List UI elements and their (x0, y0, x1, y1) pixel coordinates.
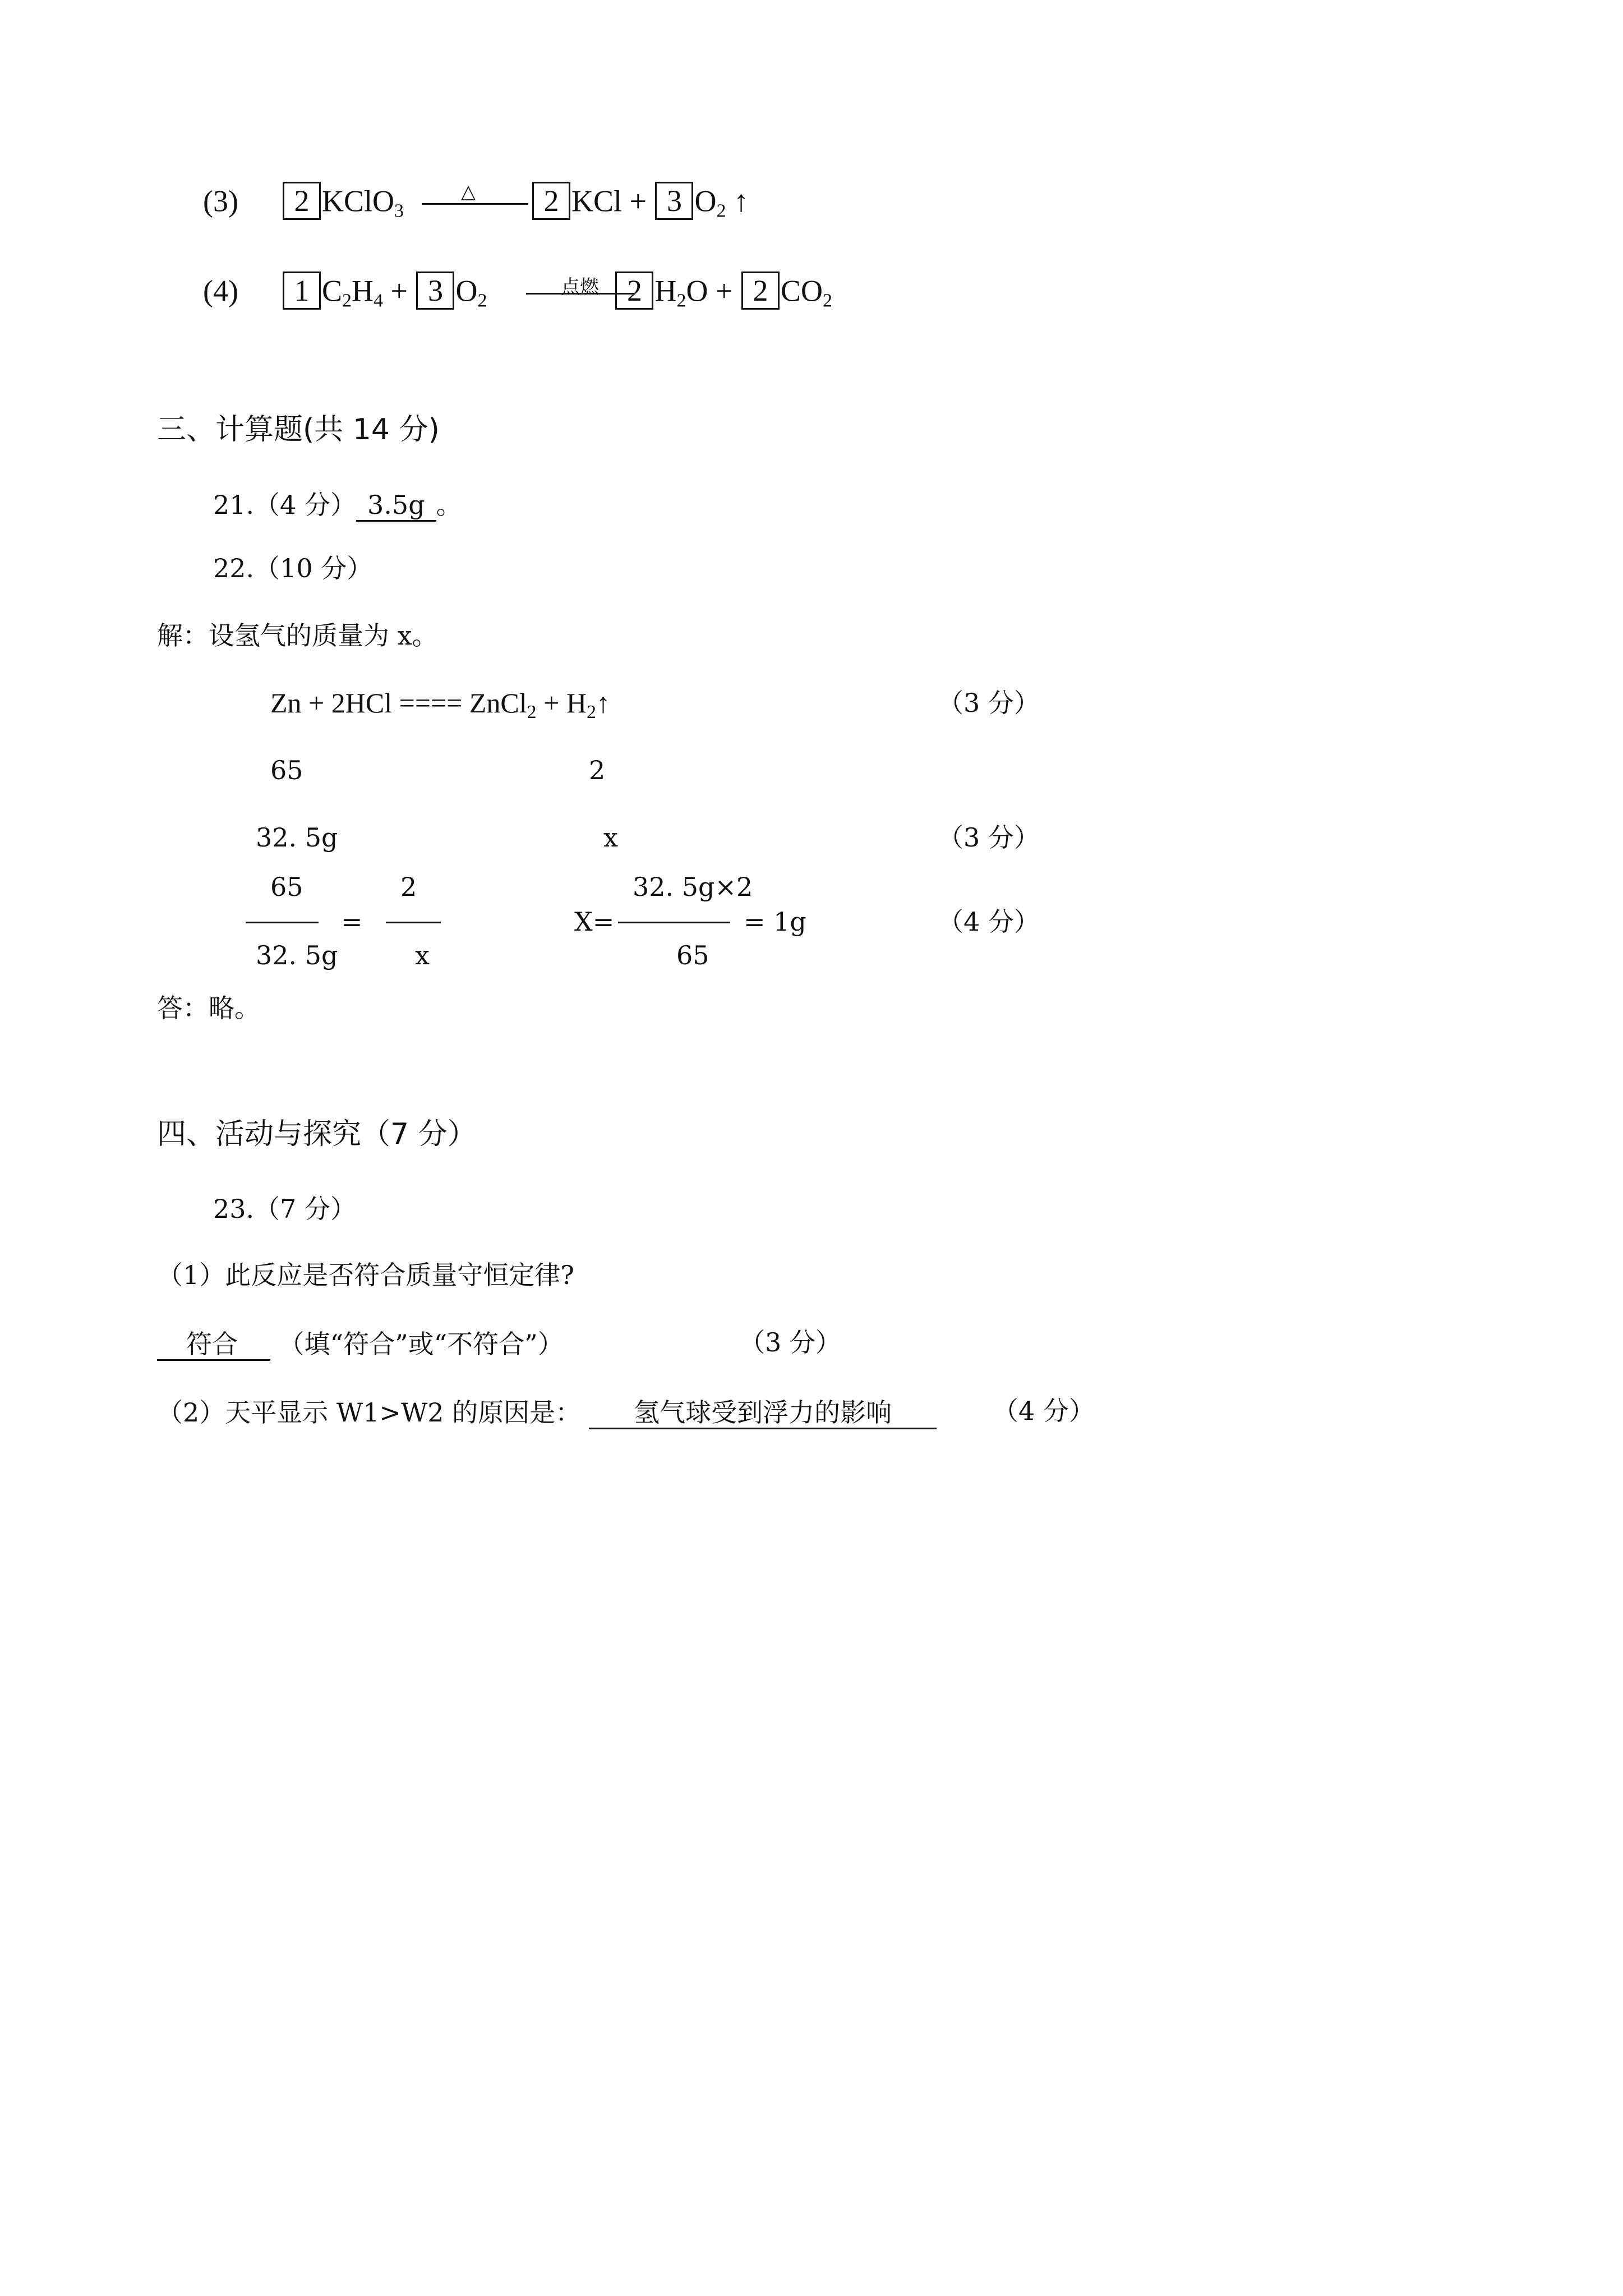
question-21 (213, 490, 462, 522)
reaction-right: + H (536, 687, 587, 719)
mass-h2: x (603, 822, 618, 853)
fraction-bar (386, 922, 441, 923)
coefficient-box: 3 (416, 272, 454, 310)
reaction-condition: 点燃 (561, 276, 599, 298)
reaction-equation: Zn + 2HCl ==== ZnCl$_2$ + $H_2↑$ (270, 687, 610, 723)
reactant: C (321, 274, 342, 308)
coefficient-box: 2 (283, 182, 321, 220)
fraction-left-denominator: 32. 5g (256, 940, 338, 970)
equals-sign: = (341, 907, 363, 937)
answer-blank (157, 1329, 270, 1361)
answer-text: 符合 (186, 1329, 238, 1359)
reaction-line (422, 203, 528, 205)
hint-text: （填“符合”或“不符合”） (278, 1329, 564, 1359)
fraction-bar (246, 922, 319, 923)
reactant: H (352, 274, 374, 308)
part-2-line (157, 1398, 937, 1429)
part-1-answer-line (157, 1329, 564, 1361)
x-result: = 1g (744, 907, 806, 937)
score: （3 分） (938, 688, 1040, 718)
question-label: 21.（4 分） (213, 490, 357, 520)
coefficient-box: 1 (283, 272, 321, 310)
equation-number: (3) (203, 184, 238, 218)
product: H (654, 274, 677, 308)
product: O (694, 184, 717, 218)
coefficient-box: 2 (532, 182, 570, 220)
fraction-bar (618, 922, 730, 923)
section-4-title: 四、活动与探究（7 分） (157, 1117, 477, 1151)
equation-4: (4) 1 $C_2H_4 + 3$ $O_2$ 2 $H_2O + 2$ $CO_2$ (203, 275, 832, 313)
answer-text: 答：略。 (157, 993, 260, 1023)
reactant: O (455, 274, 478, 308)
score: （3 分） (739, 1327, 841, 1358)
reaction-condition: △ (461, 181, 476, 203)
product: KCl (571, 184, 623, 218)
equation-number: (4) (203, 274, 238, 308)
score: （4 分） (938, 907, 1040, 937)
solution-intro: 解：设氢气的质量为 x。 (157, 620, 438, 651)
gas-arrow: ↑ (733, 184, 749, 218)
fraction-left-numerator: 65 (270, 872, 303, 902)
coefficient-box: 3 (655, 182, 693, 220)
answer-blank (356, 490, 436, 522)
answer-text: 氢气球受到浮力的影响 (634, 1397, 892, 1428)
section-3-title: 三、计算题(共 14 分) (157, 413, 440, 447)
coefficient-box: 2 (615, 272, 653, 310)
coefficient-box: 2 (741, 272, 780, 310)
answer-blank (589, 1398, 937, 1429)
mass-zn: 32. 5g (256, 822, 338, 853)
question-22: 22.（10 分） (213, 553, 373, 583)
x-denominator: 65 (676, 940, 709, 970)
gas-arrow: ↑ (596, 687, 610, 719)
part-2-question: （2）天平显示 W1>W2 的原因是： (157, 1397, 582, 1428)
fraction-right-denominator: x (415, 940, 430, 970)
fraction-right-numerator: 2 (400, 872, 417, 902)
score: （3 分） (938, 822, 1040, 853)
product: CO (780, 274, 823, 308)
reactant: KClO (321, 184, 394, 218)
part-1-question: （1）此反应是否符合质量守恒定律? (157, 1260, 574, 1290)
punctuation: 。 (436, 490, 462, 520)
x-numerator: 32. 5g×2 (633, 872, 753, 902)
reaction-left: Zn + 2HCl ==== ZnCl (270, 687, 527, 719)
question-23: 23.（7 分） (213, 1194, 357, 1224)
molar-mass-h2: 2 (589, 755, 606, 785)
x-label: X= (574, 907, 615, 937)
answer-text: 3.5g (367, 490, 425, 520)
score: （4 分） (993, 1396, 1095, 1426)
molar-mass-zn: 65 (270, 755, 303, 785)
equation-3: (3) 2 KClO$_3$ 2 KCl + 3 $O_2$ ↑ (203, 185, 749, 223)
product: O (686, 274, 708, 308)
